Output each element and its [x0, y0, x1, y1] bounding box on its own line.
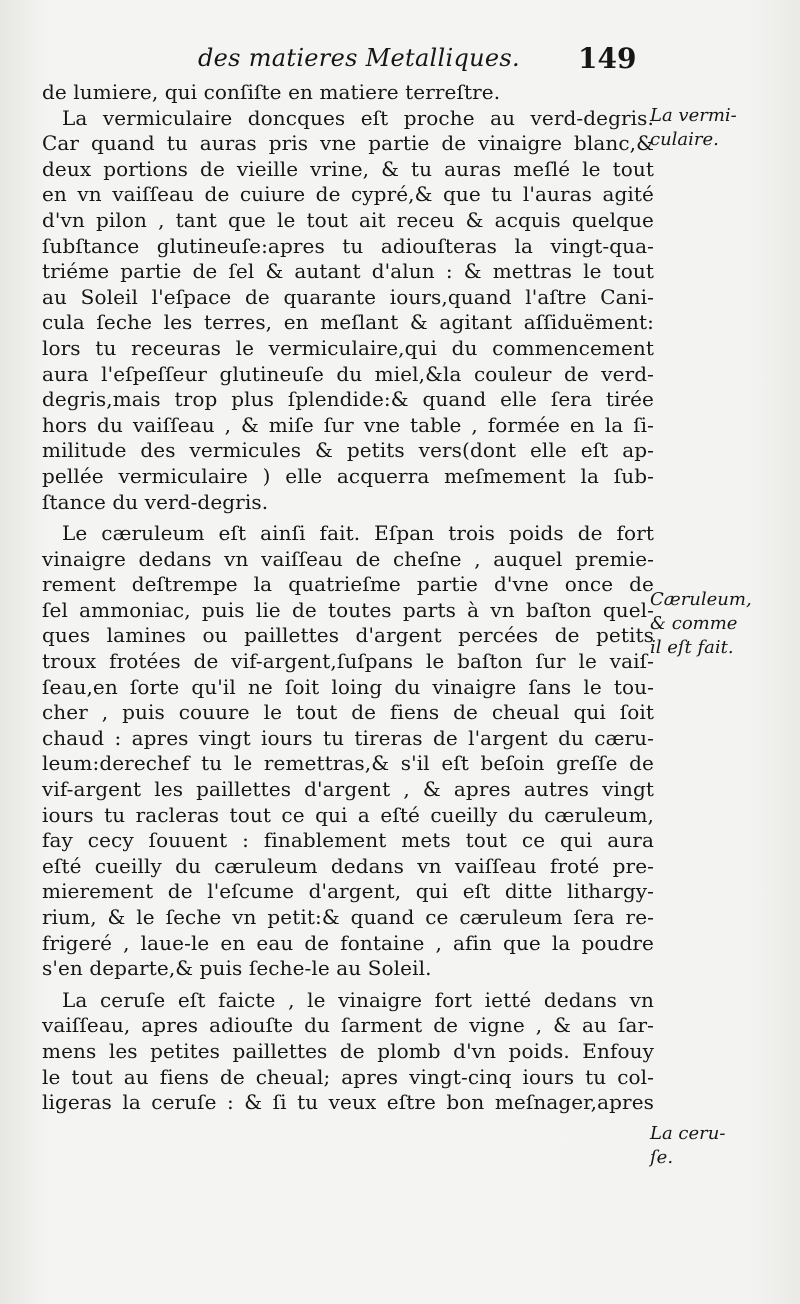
text-line: eſté cueilly du cæruleum dedans vn vaiſſeau froté pre- [42, 853, 654, 878]
text-line: degris,mais trop plus ſplendide:& quand elle ſera tirée [42, 387, 654, 412]
text-line: hors du vaiſſeau , & miſe ſur vne table , formée en la ſi- [42, 412, 654, 437]
page-number: 149 [578, 42, 637, 75]
text-line: ligeras la ceruſe : & ſi tu veux eſtre bon meſnager,apres [42, 1090, 654, 1115]
margin-note-line: culaire. [650, 129, 719, 150]
text-line: chaud : apres vingt iours tu tireras de l'argent du cæru- [42, 725, 654, 750]
text-line: Car quand tu auras pris vne partie de vinaigre blanc,& [42, 131, 654, 156]
text-line: leum:derechef tu le remettras,& s'il eſt beſoin greſſe de [42, 751, 654, 776]
text-line: vinaigre dedans vn vaiſſeau de cheſne , auquel premie- [42, 546, 654, 571]
text-line: cula ſeche les terres, en meſlant & agitant aſſiduëment: [42, 310, 654, 335]
text-line: deux portions de vieille vrine, & tu auras meſlé le tout [42, 156, 654, 181]
text-line: La vermiculaire doncques eſt proche au verd-degris. [62, 105, 654, 130]
text-line: La ceruſe eſt faicte , le vinaigre fort ietté dedans vn [62, 987, 654, 1012]
text-line: ſel ammoniac, puis lie de toutes parts à vn baſton quel- [42, 597, 654, 622]
text-line: vaiſſeau, apres adiouſte du ſarment de vigne , & au ſar- [42, 1013, 654, 1038]
text-line: mierement de l'eſcume d'argent, qui eſt ditte lithargy- [42, 879, 654, 904]
text-line: Le cæruleum eſt ainſi fait. Eſpan trois poids de fort [62, 521, 654, 546]
text-line: cher , puis couure le tout de fiens de cheual qui ſoit [42, 700, 654, 725]
text-line: ſtance du verd-degris. [42, 489, 269, 514]
margin-note-line: ſe. [650, 1147, 674, 1168]
text-line: ſeau,en ſorte qu'il ne ſoit loing du vinaigre ſans le tou- [42, 674, 654, 699]
text-line: le tout au fiens de cheual; apres vingt-cinq iours tu col- [42, 1064, 654, 1089]
body-text [42, 80, 654, 1116]
text-line: de lumiere, qui conſiſte en matiere terreſtre. [42, 80, 501, 104]
margin-note-ceruse [650, 1122, 795, 1170]
text-line: troux frotées de vif-argent,ſuſpans le baſton ſur le vaiſ- [42, 649, 654, 674]
text-line: frigeré , laue-le en eau de fontaine , afin que la poudre [42, 930, 654, 955]
text-line: ques lamines ou paillettes d'argent percées de petits [42, 623, 654, 648]
text-line: rium, & le ſeche vn petit:& quand ce cæruleum ſera re- [42, 905, 654, 929]
margin-note-line: il eſt fait. [650, 637, 734, 658]
text-line: d'vn pilon , tant que le tout ait receu & acquis quelque [42, 207, 654, 232]
text-line: triéme partie de ſel & autant d'alun : & mettras le tout [42, 259, 654, 284]
margin-note-line: La vermi- [650, 105, 737, 126]
text-line: militude des vermicules & petits vers(dont elle eſt ap- [42, 438, 654, 463]
page-header [0, 42, 800, 82]
margin-note-line: Cæruleum, [650, 589, 752, 610]
margin-note-caeruleum [650, 588, 795, 660]
text-line: lors tu receuras le vermiculaire,qui du commencement [42, 335, 654, 360]
text-line: au Soleil l'eſpace de quarante iours,quand l'aſtre Cani- [42, 284, 654, 309]
margin-note-vermiculaire [650, 104, 795, 152]
margin-note-line: & comme [650, 613, 738, 634]
text-line: vif-argent les paillettes d'argent , & apres autres vingt [42, 777, 654, 802]
running-head: des matieres Metalliques. [198, 44, 520, 72]
text-line: rement deſtrempe la quatrieſme partie d'vne once de [42, 572, 654, 597]
text-line: aura l'eſpeſſeur glutineuſe du miel,&la couleur de verd- [42, 361, 654, 386]
text-line: ſubſtance glutineuſe:apres tu adiouſteras la vingt-qua- [42, 233, 654, 258]
text-line: s'en departe,& puis ſeche-le au Soleil. [42, 956, 432, 981]
margin-note-line: La ceru- [650, 1123, 726, 1144]
text-line: mens les petites paillettes de plomb d'vn poids. Enfouy [42, 1038, 654, 1063]
text-line: pellée vermiculaire ) elle acquerra meſmement la ſub- [42, 463, 654, 488]
text-line: fay cecy ſouuent : finablement mets tout ce qui aura [42, 828, 654, 853]
text-line: iours tu racleras tout ce qui a eſté cueilly du cæruleum, [42, 802, 654, 827]
text-line: en vn vaiſſeau de cuiure de cypré,& que tu l'auras agité [42, 182, 654, 207]
